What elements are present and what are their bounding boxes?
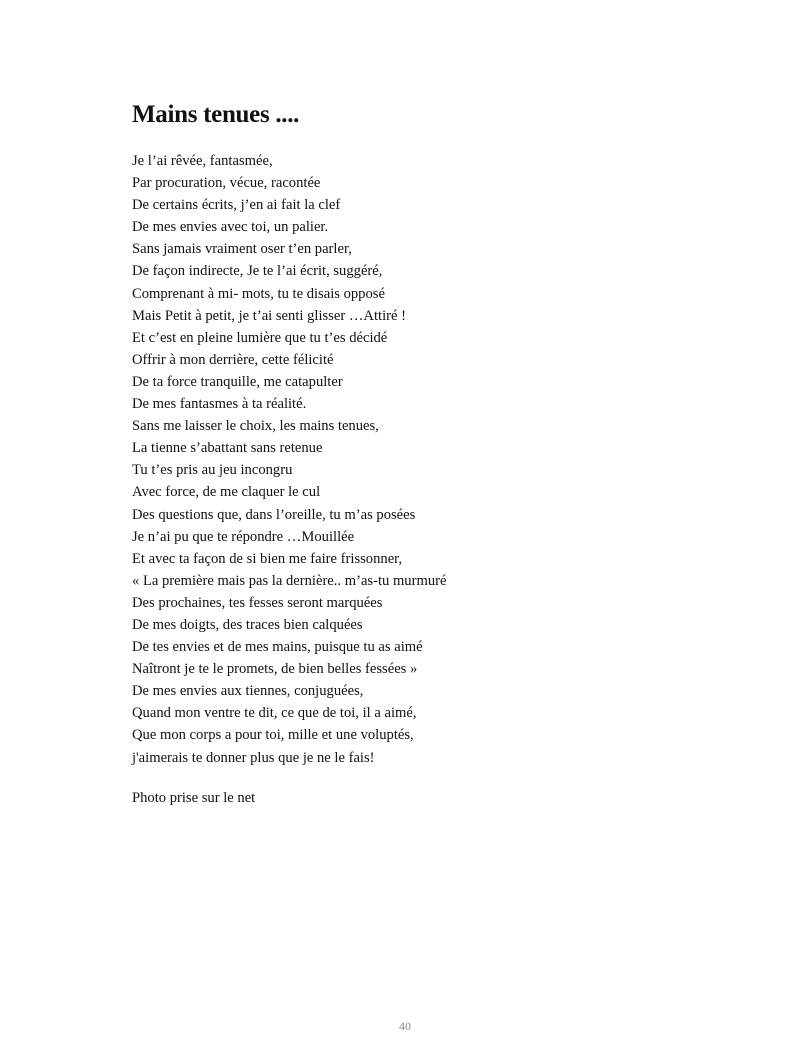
poem-line: Tu t’es pris au jeu incongru [132, 462, 293, 479]
poem-line: Des questions que, dans l’oreille, tu m’as posées [132, 506, 416, 523]
poem-line: De certains écrits, j’en ai fait la clef [132, 197, 341, 214]
poem-line: De mes fantasmes à ta réalité. [132, 396, 307, 413]
poem-line: De tes envies et de mes mains, puisque tu as aimé [132, 639, 423, 656]
poem-line: Mais Petit à petit, je t’ai senti glisser …Attiré ! [132, 307, 406, 324]
poem-line: De mes doigts, des traces bien calquées [132, 616, 363, 633]
poem-title: Mains tenues .... [132, 101, 300, 128]
poem-line: Je n’ai pu que te répondre …Mouillée [132, 528, 355, 545]
poem-line: De ta force tranquille, me catapulter [132, 373, 343, 390]
poem-line: Sans jamais vraiment oser t’en parler, [132, 241, 352, 258]
poem-line: Avec force, de me claquer le cul [132, 484, 321, 501]
poem-line: De mes envies avec toi, un palier. [132, 219, 329, 236]
photo-credit: Photo prise sur le net [132, 790, 256, 806]
poem-line: Des prochaines, tes fesses seront marquées [132, 594, 383, 611]
poem-line: « La première mais pas la dernière.. m’as-tu murmuré [132, 572, 447, 589]
poem-line: Offrir à mon derrière, cette félicité [132, 351, 334, 368]
poem-line: Comprenant à mi- mots, tu te disais opposé [132, 285, 385, 302]
poem-line: Et c’est en pleine lumière que tu t’es décidé [132, 329, 388, 346]
poem-line: Que mon corps a pour toi, mille et une voluptés, [132, 727, 414, 744]
poem-line: Sans me laisser le choix, les mains tenues, [132, 418, 379, 435]
page-number: 40 [399, 1019, 411, 1033]
poem-line: De façon indirecte, Je te l’ai écrit, suggéré, [132, 263, 383, 280]
poem-line: La tienne s’abattant sans retenue [132, 440, 323, 457]
poem-body [132, 150, 446, 769]
poem-line: Je l’ai rêvée, fantasmée, [132, 153, 273, 169]
poem-line: Et avec ta façon de si bien me faire frissonner, [132, 550, 403, 567]
poem-line: De mes envies aux tiennes, conjuguées, [132, 683, 364, 700]
poem-line: Par procuration, vécue, racontée [132, 175, 321, 192]
poem-line: j'aimerais te donner plus que je ne le fais! [132, 749, 375, 766]
poem-line: Quand mon ventre te dit, ce que de toi, il a aimé, [132, 705, 417, 722]
poem-line: Naîtront je te le promets, de bien belles fessées » [132, 661, 418, 678]
